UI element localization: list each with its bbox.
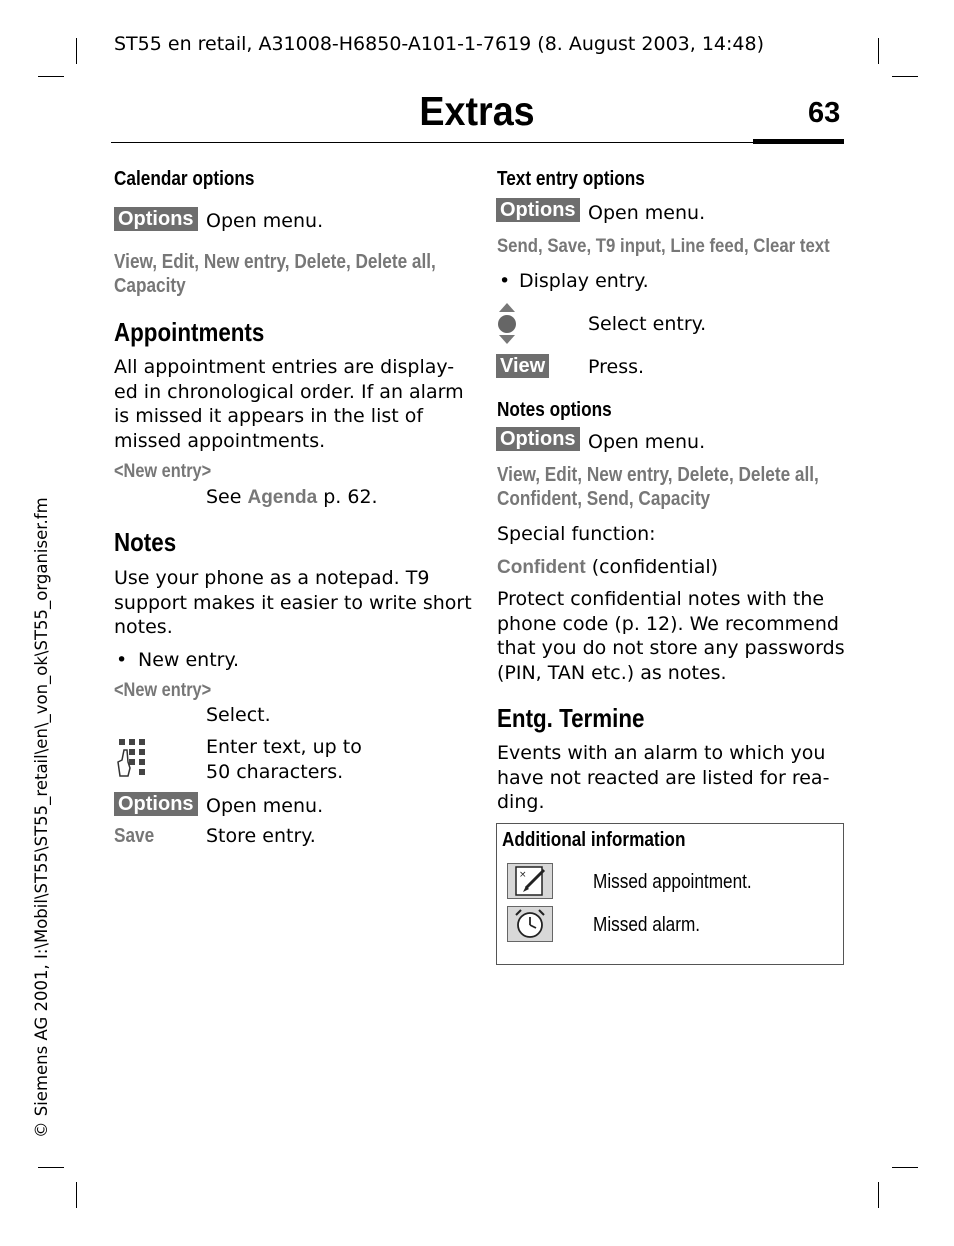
see-agenda-line (206, 485, 378, 511)
options-softkey: Options (114, 207, 198, 231)
missed-alarm-icon (507, 906, 553, 942)
crop-mark (878, 38, 879, 64)
crop-mark (892, 1167, 918, 1168)
new-entry-label: <New entry> (114, 461, 212, 482)
paragraph-line: (PIN, TAN etc.) as notes. (497, 661, 727, 684)
paragraph-line: Use your phone as a notepad. T9 (114, 567, 430, 589)
open-menu-text: Open menu. (206, 795, 324, 817)
page-number-rule (753, 139, 844, 144)
additional-info-box (496, 823, 844, 965)
see-text: See (206, 486, 248, 508)
page-number: 63 (808, 97, 841, 129)
notes-heading: Notes (114, 527, 177, 557)
confident-line (497, 555, 718, 581)
crop-mark (878, 1182, 879, 1208)
notes-options-heading: Notes options (497, 399, 612, 421)
open-menu-text: Open menu. (588, 431, 706, 453)
select-entry-text: Select entry. (588, 313, 707, 335)
select-text: Select. (206, 704, 271, 726)
confident-paragraph (497, 587, 845, 685)
paragraph-line: have not reacted are listed for rea- (497, 766, 830, 789)
crop-mark (38, 76, 64, 77)
paragraph-line: phone code (p. 12). We recommend (497, 612, 839, 635)
confidential-text: (confidential) (585, 556, 719, 578)
bullet-icon: • (116, 649, 128, 671)
store-entry-text: Store entry. (206, 825, 316, 847)
alarm-clock-icon (508, 907, 552, 941)
menu-items-line: Capacity (114, 275, 186, 297)
paragraph-line: All appointment entries are display- (114, 356, 455, 378)
appointments-heading: Appointments (114, 317, 265, 347)
entg-termine-heading: Entg. Termine (497, 703, 645, 733)
paragraph-line: Events with an alarm to which you (497, 742, 826, 764)
paragraph-line: notes. (114, 616, 173, 638)
paragraph-line: ed in chronological order. If an alarm (114, 380, 464, 403)
paragraph-line: is missed it appears in the list of (114, 405, 424, 427)
display-entry-bullet: Display entry. (519, 270, 649, 292)
paragraph-line: that you do not store any passwords (497, 637, 845, 659)
notes-paragraph (114, 566, 472, 640)
missed-appointment-icon (507, 863, 553, 899)
document-meta: ST55 en retail, A31008-H6850-A101-1-7619 (8. August 2003, 14:48) (114, 33, 765, 55)
paragraph-line: support makes it easier to write short (114, 591, 472, 614)
crop-mark (76, 1182, 77, 1208)
appointments-paragraph (114, 355, 464, 453)
menu-items-line: View, Edit, New entry, Delete, Delete all, (114, 251, 436, 273)
svg-text:×: × (519, 870, 527, 880)
options-softkey: Options (496, 427, 580, 451)
crop-mark (38, 1167, 64, 1168)
paragraph-line: missed appointments. (114, 429, 326, 452)
new-entry-label: <New entry> (114, 680, 212, 701)
crop-mark (76, 38, 77, 64)
missed-appointment-text: Missed appointment. (593, 871, 752, 893)
calendar-options-heading: Calendar options (114, 168, 255, 190)
save-label: Save (114, 825, 155, 847)
file-path-sidebar: © Siemens AG 2001, I:\Mobil\ST55\ST55_retail\en\_von_ok\ST55_organiser.fm (32, 497, 51, 1138)
entg-termine-paragraph (497, 741, 829, 815)
additional-info-heading: Additional information (502, 829, 686, 851)
view-softkey: View (496, 354, 549, 378)
instruction-line: 50 characters. (206, 760, 344, 783)
keypad-icon (116, 738, 152, 778)
paragraph-line: Protect confidential notes with the (497, 588, 825, 610)
agenda-link: Agenda (247, 487, 318, 508)
press-text: Press. (588, 356, 645, 378)
instruction-line: Enter text, up to (206, 736, 362, 758)
text-entry-options-heading: Text entry options (497, 168, 645, 190)
menu-items-line: Confident, Send, Capacity (497, 488, 711, 510)
page-ref-text: p. 62. (317, 486, 378, 508)
open-menu-text: Open menu. (206, 210, 324, 232)
menu-items-line: Send, Save, T9 input, Line feed, Clear text (497, 235, 830, 257)
special-function-text: Special function: (497, 523, 656, 545)
options-softkey: Options (114, 792, 198, 816)
missed-alarm-text: Missed alarm. (593, 914, 701, 936)
navigation-key-icon (496, 303, 518, 345)
new-entry-bullet: New entry. (138, 649, 240, 671)
header-rule (111, 142, 842, 143)
menu-items-line: View, Edit, New entry, Delete, Delete all, (497, 464, 819, 486)
page-title: Extras (419, 88, 535, 134)
enter-text-instruction (206, 735, 362, 784)
note-pencil-icon (508, 864, 552, 898)
paragraph-line: ding. (497, 791, 545, 813)
crop-mark (892, 76, 918, 77)
confident-label: Confident (497, 557, 586, 578)
open-menu-text: Open menu. (588, 202, 706, 224)
bullet-icon: • (499, 270, 511, 292)
options-softkey: Options (496, 198, 580, 222)
